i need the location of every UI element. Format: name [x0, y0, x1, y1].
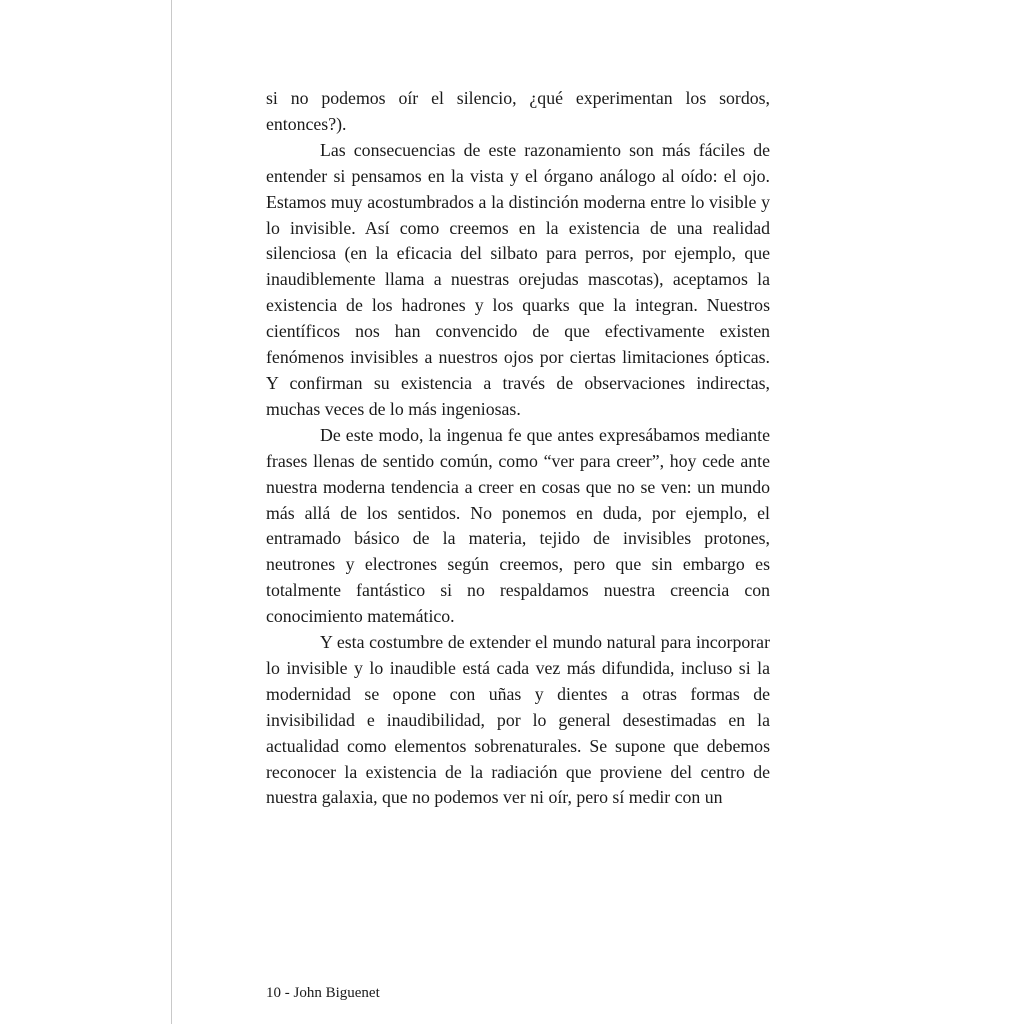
book-page	[172, 0, 1024, 1024]
paragraph-continued: si no podemos oír el silencio, ¿qué experimentan los sordos, entonces?).	[266, 88, 770, 134]
paragraph: De este modo, la ingenua fe que antes expresábamos mediante frases llenas de sentido común, como “ver para creer”, hoy cede ante nuestra moderna tendencia a creer en cosas que no se ven: un mundo más allá de los sentidos. No ponemos en duda, por ejemplo, el entramado básico de la materia, tejido de invisibles protones, neutrones y electrones según creemos, pero que sin embargo es totalmente fantástico si no respaldamos nuestra creencia con conocimiento matemático.	[266, 424, 770, 627]
page-body-text	[266, 86, 770, 811]
paragraph: Y esta costumbre de extender el mundo natural para incorporar lo invisible y lo inaudible está cada vez más difundida, incluso si la modernidad se opone con uñas y dientes a otras formas de invisibilidad e inaudibilidad, por lo general desestimadas en la actualidad como elementos sobrenaturales. Se supone que debemos reconocer la existencia de la radiación que proviene del centro de nuestra galaxia, que no podemos ver ni oír, pero sí medir con un	[266, 632, 770, 808]
paragraph: Las consecuencias de este razonamiento son más fáciles de entender si pensamos en la vista y el órgano análogo al oído: el ojo. Estamos muy acostumbrados a la distinción moderna entre lo visible y lo invisible. Así como creemos en la existencia de una realidad silenciosa (en la eficacia del silbato para perros, por ejemplo, que inaudiblemente llama a nuestras orejudas mascotas), aceptamos la existencia de los hadrones y los quarks que la integran. Nuestros científicos nos han convencido de que efectivamente existen fenómenos invisibles a nuestros ojos por ciertas limitaciones ópticas. Y confirman su existencia a través de observaciones indirectas, muchas veces de lo más ingeniosas.	[266, 139, 770, 419]
page-footer: 10 - John Biguenet	[266, 985, 380, 1001]
